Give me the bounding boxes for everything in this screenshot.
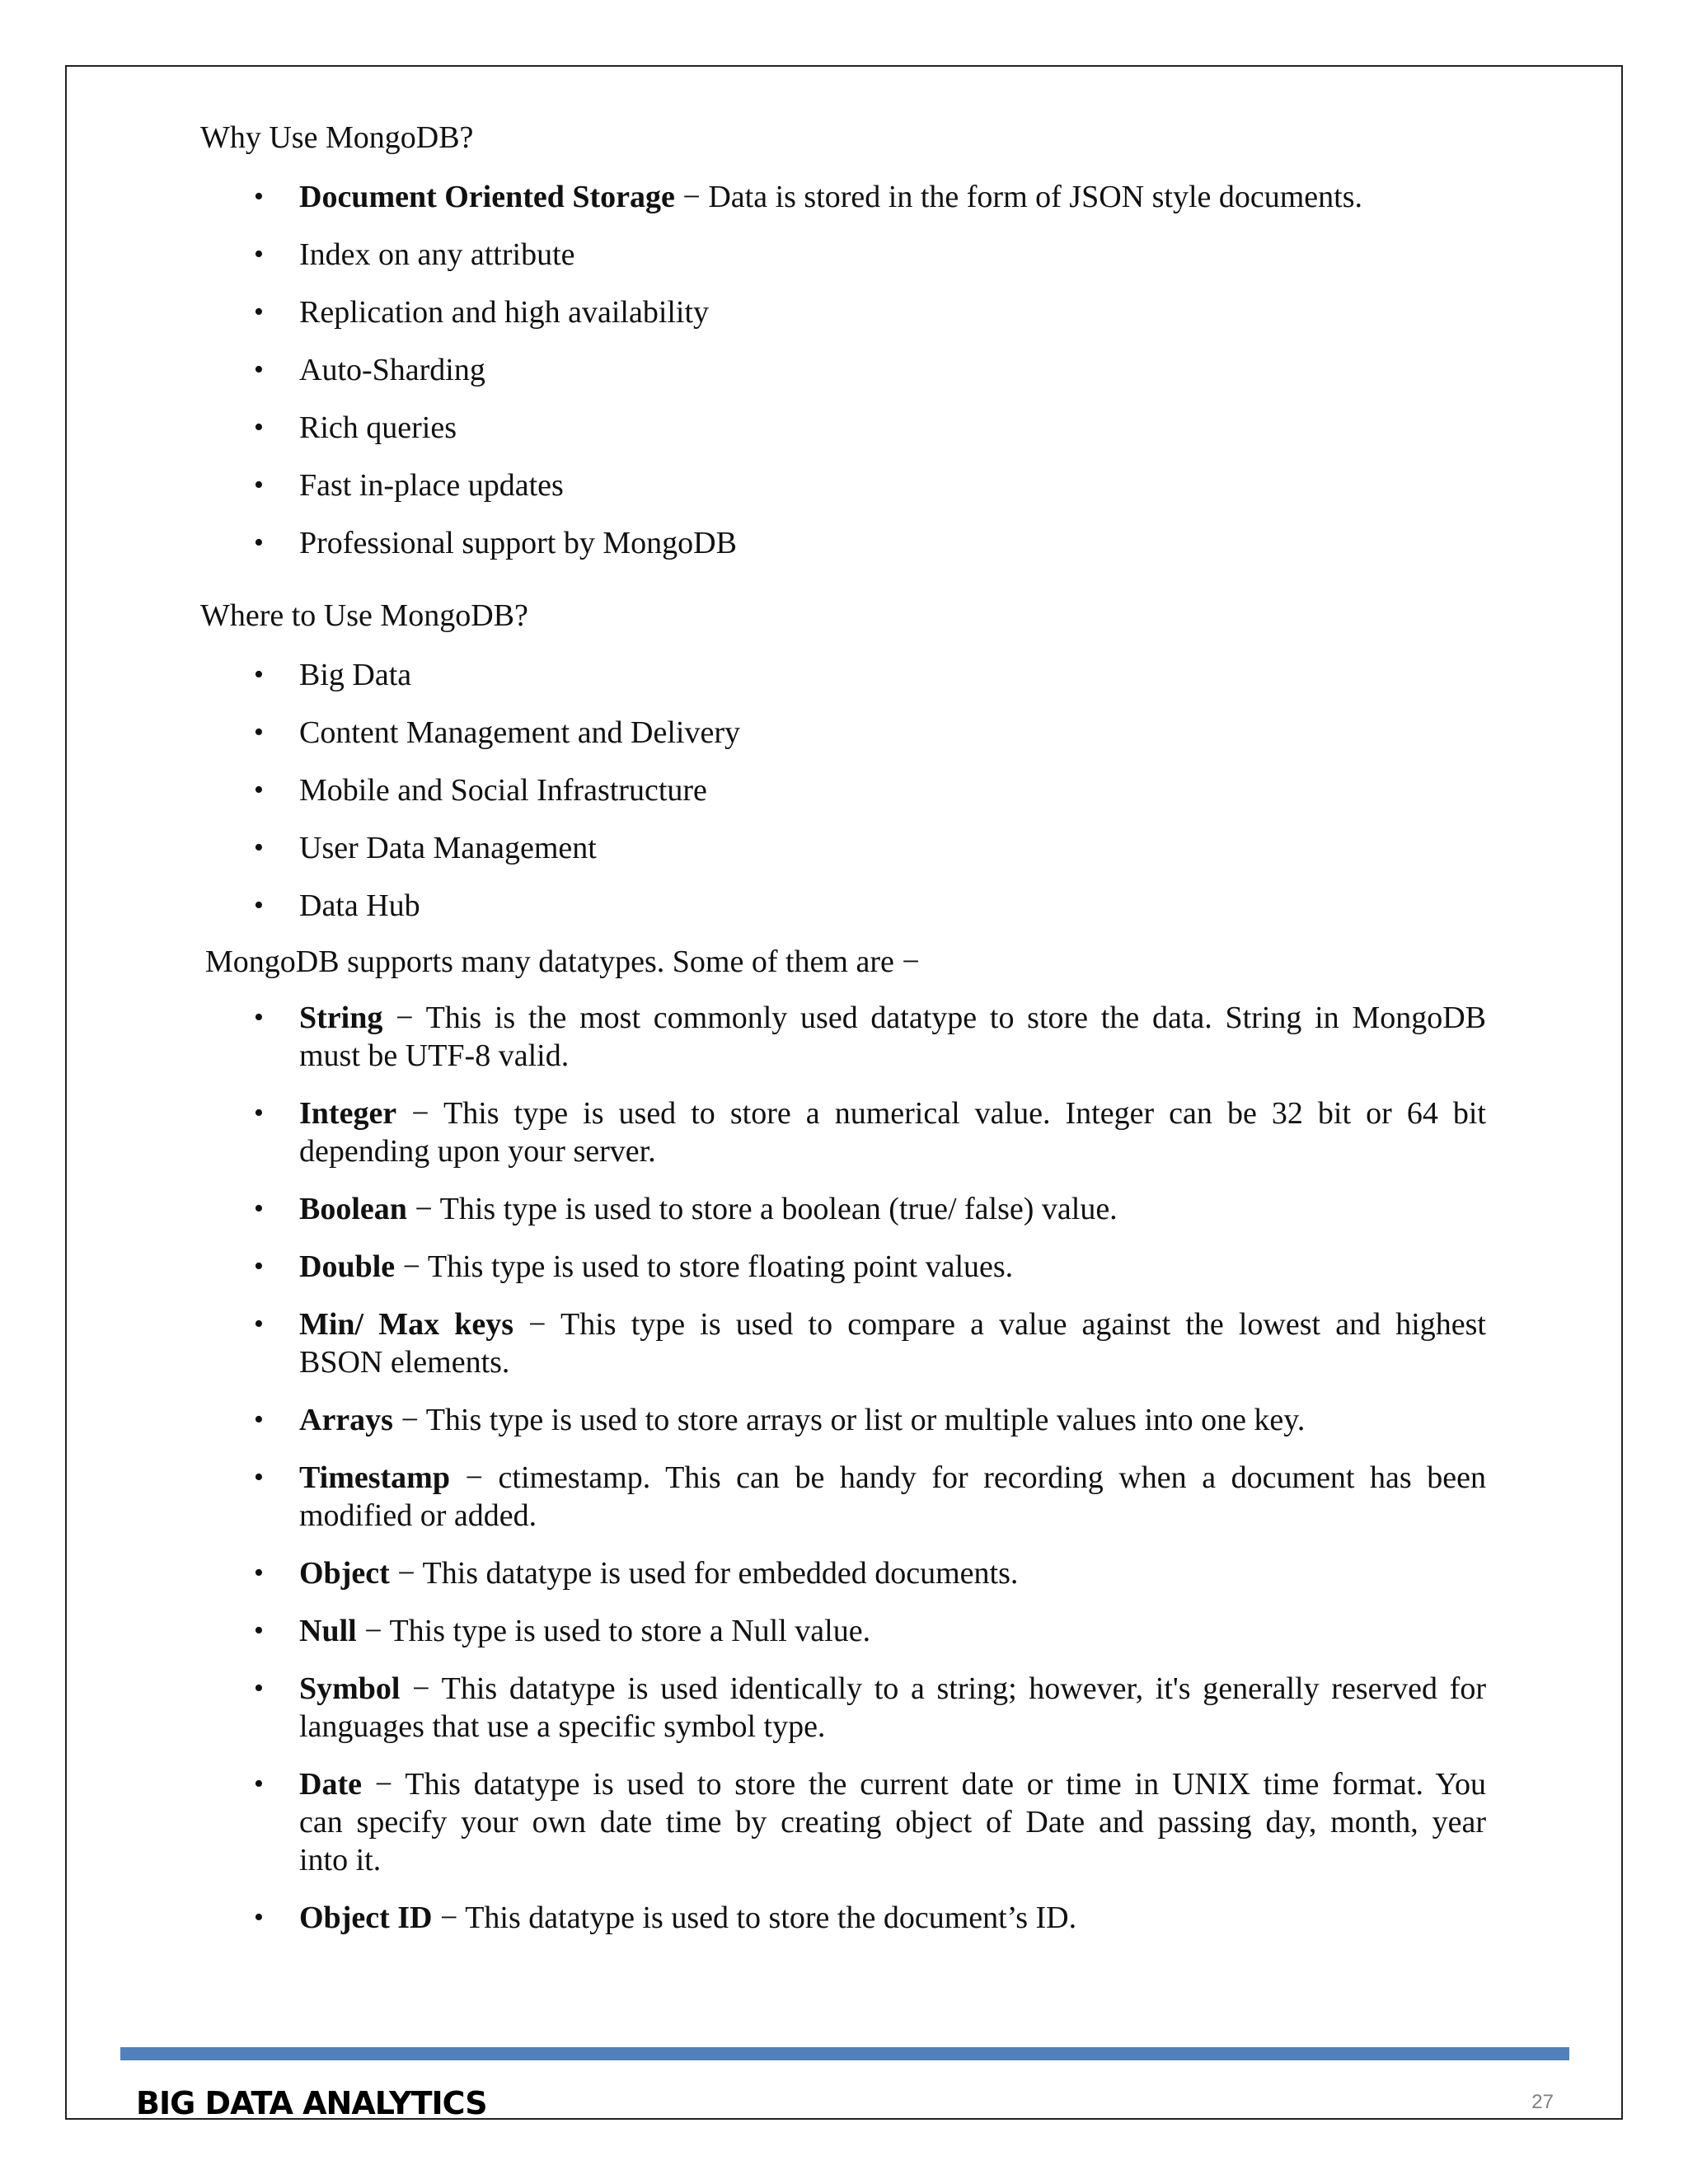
heading-why-use: Why Use MongoDB? <box>200 120 474 155</box>
heading-where-to-use: Where to Use MongoDB? <box>200 598 528 633</box>
list-item: • Big Data <box>200 656 1486 694</box>
page-number: 27 <box>1531 2091 1554 2113</box>
list-item: • Content Management and Delivery <box>200 714 1486 752</box>
heading-datatypes: MongoDB supports many datatypes. Some of them are − <box>205 944 920 979</box>
list-item: • Object ID − This datatype is used to store the document’s ID. <box>200 1899 1486 1937</box>
datatypes-list <box>200 999 1486 1937</box>
list-item: • Timestamp − ctimestamp. This can be handy for recording when a document has been modified or added. <box>200 1459 1486 1535</box>
list-item: • Professional support by MongoDB <box>200 524 1486 562</box>
list-item: • Symbol − This datatype is used identically to a string; however, it's generally reserved for languages that use a specific symbol type. <box>200 1670 1486 1746</box>
list-item: • Replication and high availability <box>200 293 1486 331</box>
footer-title: BIG DATA ANALYTICS <box>136 2085 487 2121</box>
list-item: • Object − This datatype is used for embedded documents. <box>200 1554 1486 1592</box>
list-item: • Data Hub <box>200 887 1486 925</box>
list-item: • Integer − This type is used to store a numerical value. Integer can be 32 bit or 64 bit depending upon your server. <box>200 1094 1486 1170</box>
list-item: • Min/ Max keys − This type is used to compare a value against the lowest and highest BSON elements. <box>200 1305 1486 1381</box>
list-item: • Arrays − This type is used to store arrays or list or multiple values into one key. <box>200 1401 1486 1439</box>
list-item: • Rich queries <box>200 409 1486 447</box>
list-item: • Null − This type is used to store a Null value. <box>200 1612 1486 1650</box>
list-item: • Document Oriented Storage − Data is stored in the form of JSON style documents. <box>200 178 1486 216</box>
list-item: • Fast in-place updates <box>200 466 1486 504</box>
list-item: • Date − This datatype is used to store the current date or time in UNIX time format. You can specify your own date time by creating object of Date and passing day, month, year into it. <box>200 1765 1486 1879</box>
document-body <box>200 115 1486 1937</box>
list-item: • String − This is the most commonly used datatype to store the data. String in MongoDB must be UTF-8 valid. <box>200 999 1486 1075</box>
list-item: • Double − This type is used to store floating point values. <box>200 1248 1486 1286</box>
footer-rule <box>120 2047 1569 2060</box>
list-item: • Index on any attribute <box>200 236 1486 274</box>
list-item: • Auto-Sharding <box>200 351 1486 389</box>
list-item: • User Data Management <box>200 829 1486 867</box>
where-to-use-list <box>200 656 1486 925</box>
list-item: • Mobile and Social Infrastructure <box>200 771 1486 809</box>
why-use-list <box>200 178 1486 562</box>
list-item: • Boolean − This type is used to store a boolean (true/ false) value. <box>200 1190 1486 1228</box>
